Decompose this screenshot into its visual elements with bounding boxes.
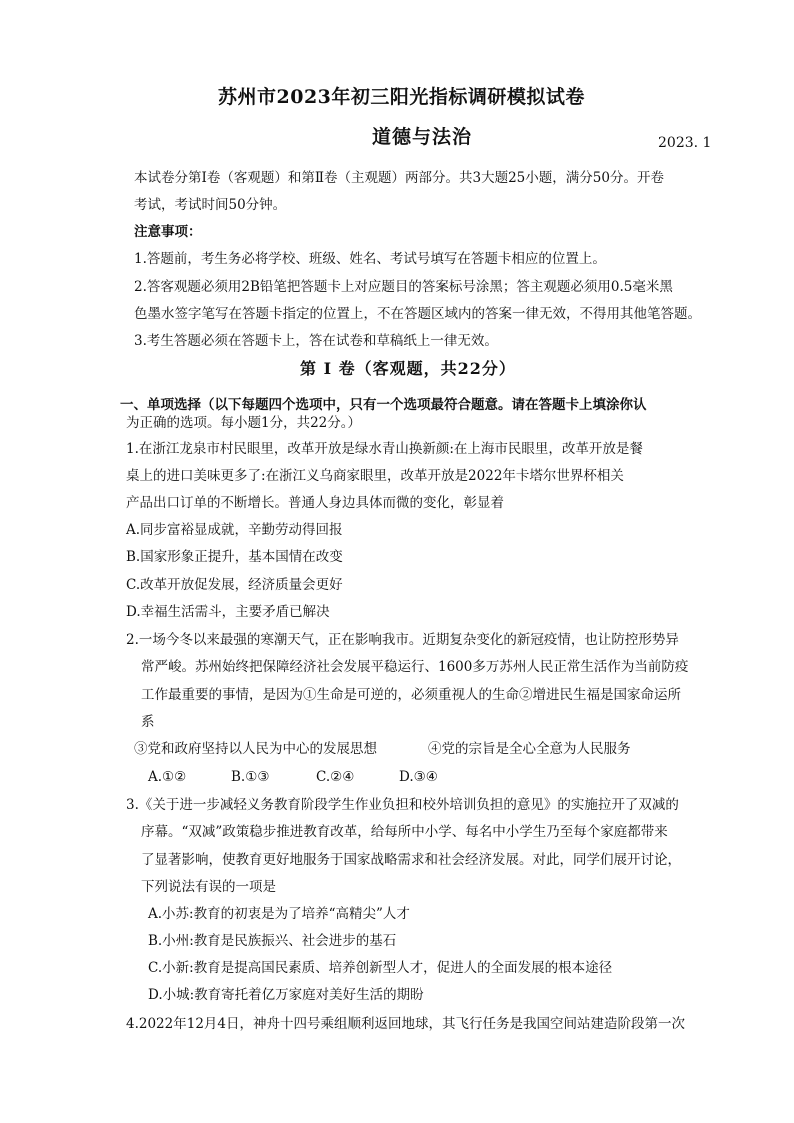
note-1: 1.答题前，考生务必将学校、班级、姓名、考试号填写在答题卡相应的位置上。 bbox=[134, 251, 606, 267]
q1-stem-1: 1.在浙江龙泉市村民眼里，改革开放是绿水青山换新颜:在上海市民眼里，改革开放是餐 bbox=[126, 441, 643, 457]
q4-stem-1: 4.2022年12月4日，神舟十四号乘组顺利返回地球，其飞行任务是我国空间站建造阶段第一次 bbox=[126, 1016, 686, 1032]
q2-statement-4: ④党的宗旨是全心全意为人民服务 bbox=[428, 741, 631, 757]
q1-option-b: B.国家形象正提升，基本国情在改变 bbox=[126, 549, 343, 565]
q2-stem-3: 工作最重要的事情，是因为①生命是可逆的，必须重视人的生命②增进民生福是国家命运所 bbox=[141, 687, 681, 703]
q1-option-c: C.改革开放促发展，经济质量会更好 bbox=[126, 577, 343, 593]
note-3: 3.考生答题必须在答题卡上，答在试卷和草稿纸上一律无效。 bbox=[134, 333, 498, 349]
q3-option-a: A.小苏:教育的初衷是为了培养“高精尖”人才 bbox=[148, 906, 410, 922]
q3-stem-3: 了显著影响，使教育更好地服务于国家战略需求和社会经济发展。对此，同学们展开讨论， bbox=[141, 852, 681, 868]
q2-statement-3: ③党和政府坚持以人民为中心的发展思想 bbox=[134, 741, 377, 757]
q1-option-d: D.幸福生活需斗，主要矛盾已解决 bbox=[126, 604, 330, 620]
q3-option-c: C.小新:教育是提高国民素质、培养创新型人才，促进人的全面发展的根本途径 bbox=[148, 960, 613, 976]
q3-option-b: B.小州:教育是民族振兴、社会进步的基石 bbox=[148, 933, 397, 949]
q3-stem-1: 3.《关于进一步减轻义务教育阶段学生作业负担和校外培训负担的意见》的实施拉开了双减的 bbox=[126, 797, 679, 813]
q2-stem-4: 系 bbox=[141, 714, 155, 730]
q2-option-c: C.②④ bbox=[316, 769, 355, 785]
q2-stem-1: 2.一场今冬以来最强的寒潮天气，正在影响我市。近期复杂变化的新冠疫情，也让防控形势异 bbox=[126, 632, 679, 648]
q1-option-a: A.同步富裕显成就，辛勤劳动得回报 bbox=[126, 522, 343, 538]
notes-heading: 注意事项： bbox=[134, 224, 202, 240]
q3-stem-2: 序幕。“双减”政策稳步推进教育改革，给每所中小学、每名中小学生乃至每个家庭都带来 bbox=[141, 824, 668, 840]
note-2a: 2.答客观题必须用2B铅笔把答题卡上对应题目的答案标号涂黑；答主观题必须用0.5毫米黑 bbox=[134, 279, 673, 295]
intro-line-2: 考试，考试时间50分钟。 bbox=[134, 197, 287, 213]
q3-stem-4: 下列说法有误的一项是 bbox=[141, 879, 276, 895]
subject-title: 道德与法治 bbox=[372, 126, 473, 148]
q2-option-b: B.①③ bbox=[231, 769, 270, 785]
note-2b: 色墨水签字笔写在答题卡指定的位置上，不在答题区域内的答案一律无效，不得用其他笔答题。 bbox=[134, 306, 701, 322]
part1-heading: 第 Ⅰ 卷（客观题，共22分） bbox=[300, 359, 516, 378]
q1-stem-3: 产品出口订单的不断增长。普通人身边具体而微的变化，彰显着 bbox=[126, 495, 504, 511]
section1-title: 一、单项选择（以下每题四个选项中，只有一个选项最符合题意。请在答题卡上填涂你认 bbox=[120, 397, 647, 413]
q2-stem-2: 常严峻。苏州始终把保障经济社会发展平稳运行、1600多万苏州人民正常生活作为当前防疫 bbox=[141, 659, 689, 675]
q1-stem-2: 桌上的进口美味更多了:在浙江义乌商家眼里，改革开放是2022年卡塔尔世界杯相关 bbox=[126, 468, 624, 484]
exam-date: 2023. 1 bbox=[658, 135, 712, 151]
section1-title-2: 为正确的选项。每小题1分，共22分。） bbox=[126, 415, 362, 431]
exam-title: 苏州市2023年初三阳光指标调研模拟试卷 bbox=[218, 86, 585, 108]
q2-option-d: D.③④ bbox=[399, 769, 438, 785]
q2-option-a: A.①② bbox=[148, 769, 187, 785]
intro-line-1: 本试卷分第Ⅰ卷（客观题）和第Ⅱ卷（主观题）两部分。共3大题25小题，满分50分。开卷 bbox=[134, 170, 664, 186]
q3-option-d: D.小城:教育寄托着亿万家庭对美好生活的期盼 bbox=[148, 987, 424, 1003]
